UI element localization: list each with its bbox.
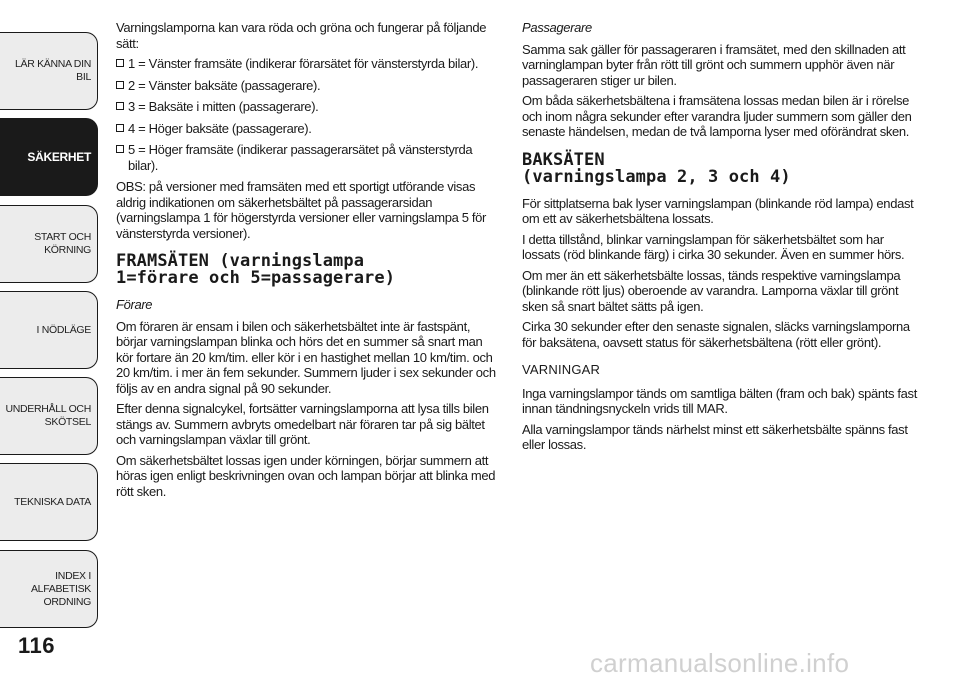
- list-item-text: 2 = Vänster baksäte (passagerare).: [128, 77, 321, 93]
- tab-start-och-korning[interactable]: START OCH KÖRNING: [0, 205, 98, 283]
- obs-note: OBS: på versioner med framsäten med ett sportigt utförande visas aldrig indikationen om säkerhetsbältet på passagerarsidan (varningslampa 1 för högerstyrda versioner eller varningslampa 5 för vänsterstyrda versioner).: [116, 179, 486, 241]
- list-item: [116, 142, 501, 173]
- paragraph: Om föraren är ensam i bilen och säkerhetsbältet inte är fastspänt, börjar varningslampan blinka och hörs det en summer så snart man kör fortare än 20 km/tim. eller kör i en hastighet mellan 10 km/tim. och 20 km/tim. i mer än fem sekunder. Summern ljuder i sex sekunder och följs av en andra signal på 90 sekunder.: [116, 318, 496, 396]
- checkbox-bullet-icon: [116, 145, 124, 153]
- section-heading-framsaten: FRAMSÄTEN (varningslampa 1=förare och 5=passagerare): [116, 251, 396, 288]
- list-item-text: 5 = Höger framsäte (indikerar passagerarsätet på vänsterstyrda bilar).: [128, 142, 473, 173]
- tab-i-nodlage[interactable]: I NÖDLÄGE: [0, 291, 98, 369]
- checkbox-bullet-icon: [116, 124, 124, 132]
- paragraph: Om båda säkerhetsbältena i framsätena lossas medan bilen är i rörelse och inom några sekunder efter varandra ljuder summern som gäller den senaste händelsen, medan de två lamporna lyser med oförändrat sken.: [522, 93, 912, 139]
- list-item: [116, 99, 501, 115]
- paragraph: Alla varningslampor tänds närhelst minst ett säkerhetsbälte spänns fast eller lossas.: [522, 421, 908, 452]
- watermark: carmanualsonline.info: [590, 648, 850, 678]
- chapter-tabs: [0, 0, 100, 640]
- list-item-text: 3 = Baksäte i mitten (passagerare).: [128, 99, 319, 114]
- right-column: [522, 20, 917, 458]
- paragraph: I detta tillstånd, blinkar varningslampan för säkerhetsbältet som har lossats (röd blinkande färg) i cirka 30 sekunder. Även en summer hörs.: [522, 231, 905, 262]
- checkbox-bullet-icon: [116, 102, 124, 110]
- subheading-forare: Förare: [116, 297, 153, 312]
- list-item: [116, 78, 501, 94]
- paragraph: Om mer än ett säkerhetsbälte lossas, tänds respektive varningslampa (blinkande rött ljus) oberoende av varandra. Lamporna växlar till grönt sken så snart bältet sätts på igen.: [522, 267, 901, 314]
- list-item: [116, 121, 501, 137]
- list-item-text: 4 = Höger baksäte (passagerare).: [128, 120, 312, 136]
- paragraph: Samma sak gäller för passageraren i framsätet, med den skillnaden att varninglampan byter från rött till grönt och summern upphör även när passageraren stiger ur bilen.: [522, 41, 906, 88]
- tab-tekniska-data[interactable]: TEKNISKA DATA: [0, 463, 98, 541]
- tab-lar-kanna-din-bil[interactable]: LÄR KÄNNA DIN BIL: [0, 32, 98, 110]
- section-heading-baksaten: BAKSÄTEN (varningslampa 2, 3 och 4): [522, 149, 791, 187]
- checkbox-bullet-icon: [116, 81, 124, 89]
- intro-paragraph: Varningslamporna kan vara röda och gröna och fungerar på följande sätt:: [116, 20, 487, 51]
- list-item: [116, 56, 501, 72]
- left-column: [116, 20, 501, 504]
- paragraph: Cirka 30 sekunder efter den senaste signalen, släcks varningslamporna för baksätena, oavsett status för säkerhetsbältena (rött eller grönt).: [522, 319, 910, 350]
- tab-underhall-och-skotsel[interactable]: UNDERHÅLL OCH SKÖTSEL: [0, 377, 98, 455]
- subheading-passagerare: Passagerare: [522, 20, 592, 35]
- tab-index-i-alfabetisk-ordning[interactable]: INDEX I ALFABETISK ORDNING: [0, 550, 98, 628]
- page-number: 116: [18, 633, 55, 658]
- paragraph: Om säkerhetsbältet lossas igen under körningen, börjar summern att höras igen enligt beskrivningen ovan och lampan börjar att blinka med rött sken.: [116, 452, 496, 499]
- subheading-varningar: VARNINGAR: [522, 362, 601, 377]
- paragraph: För sittplatserna bak lyser varningslampan (blinkande röd lampa) endast om ett av säkerhetsbältena lossats.: [522, 195, 914, 226]
- checkbox-bullet-icon: [116, 59, 124, 67]
- paragraph: Inga varningslampor tänds om samtliga bälten (fram och bak) spänts fast innan tändningsnyckeln vrids till MAR.: [522, 385, 917, 416]
- tab-sakerhet[interactable]: SÄKERHET: [0, 118, 98, 196]
- paragraph: Efter denna signalcykel, fortsätter varningslamporna att lysa tills bilen stängs av. Summern avbryts omedelbart när föraren tar på sig bältet och varningslampan växlar till grönt.: [116, 401, 489, 447]
- list-item-text: 1 = Vänster framsäte (indikerar förarsätet för vänsterstyrda bilar).: [128, 56, 479, 71]
